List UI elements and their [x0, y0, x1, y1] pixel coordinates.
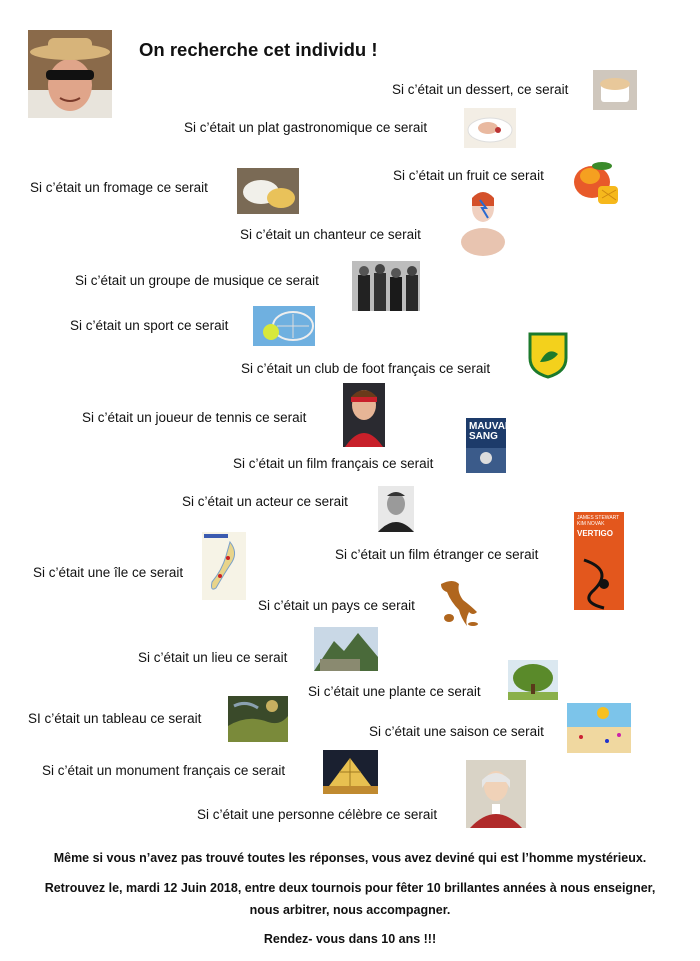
poster-title: VERTIGO: [577, 529, 614, 538]
tennis-player-image: [343, 383, 385, 447]
clue-acteur: Si c’était un acteur ce serait: [182, 494, 348, 509]
clue-monument: Si c’était un monument français ce serait: [42, 763, 286, 778]
cheese-image: [237, 168, 299, 214]
souffle-image: [593, 70, 637, 110]
italy-map-image: [437, 578, 483, 628]
masked-man-portrait: [28, 30, 112, 118]
mango-image: [572, 160, 624, 210]
singer-image: [458, 186, 508, 248]
poster-title: MAUVAIS SANG: [469, 421, 515, 442]
clue-saison: Si c’était une saison ce serait: [369, 724, 544, 739]
clue-chanteur: Si c’était un chanteur ce serait: [240, 227, 421, 242]
poster-credits: JAMES STEWART KIM NOVAK: [577, 515, 620, 527]
clue-film-francais: Si c’était un film français ce serait: [233, 456, 434, 471]
footer-line-2: Retrouvez le, mardi 12 Juin 2018, entre deux tournois pour fêter 10 brillantes années à nous enseigner,: [44, 881, 656, 895]
footer-line-1: Même si vous n’avez pas trouvé toutes les réponses, vous avez deviné qui est l’homme mystérieux.: [53, 851, 647, 865]
clue-club: Si c’était un club de foot français ce serait: [241, 361, 491, 376]
clue-film-etranger: Si c’était un film étranger ce serait: [335, 547, 539, 562]
island-map-image: [202, 532, 246, 600]
clue-ile: Si c’était une île ce serait: [33, 565, 184, 580]
gastronomic-dish-image: [464, 108, 516, 148]
actor-image: [378, 486, 414, 532]
clue-fruit: Si c’était un fruit ce serait: [393, 168, 544, 183]
page-title: On recherche cet individu !: [139, 39, 378, 60]
clue-tableau: SI c’était un tableau ce serait: [28, 711, 202, 726]
clue-tennis: Si c’était un joueur de tennis ce serait: [82, 410, 307, 425]
vertigo-poster: [574, 512, 624, 610]
painting-image: [228, 696, 288, 742]
machu-picchu-image: [314, 627, 378, 671]
famous-person-portrait: [466, 760, 526, 828]
clue-sport: Si c’était un sport ce serait: [70, 318, 229, 333]
clue-personne: Si c’était une personne célèbre ce serait: [197, 807, 438, 822]
clue-groupe: Si c’était un groupe de musique ce serait: [75, 273, 319, 288]
clue-plat: Si c’était un plat gastronomique ce serait: [184, 120, 428, 135]
band-image: [352, 261, 420, 311]
clue-pays: Si c’était un pays ce serait: [258, 598, 415, 613]
tree-image: [508, 660, 558, 700]
louvre-pyramid-image: [323, 750, 378, 794]
summer-beach-image: [567, 703, 631, 753]
mauvais-sang-poster: [466, 418, 515, 473]
football-club-crest: [528, 332, 568, 378]
clue-plante: Si c’était une plante ce serait: [308, 684, 481, 699]
clue-lieu: Si c’était un lieu ce serait: [138, 650, 288, 665]
clue-fromage: Si c’était un fromage ce serait: [30, 180, 208, 195]
footer-line-3: nous arbitrer, nous accompagner.: [249, 903, 451, 917]
tennis-image: [253, 306, 315, 346]
clue-dessert: Si c’était un dessert, ce serait: [392, 82, 569, 97]
footer-line-4: Rendez- vous dans 10 ans !!!: [263, 932, 437, 946]
